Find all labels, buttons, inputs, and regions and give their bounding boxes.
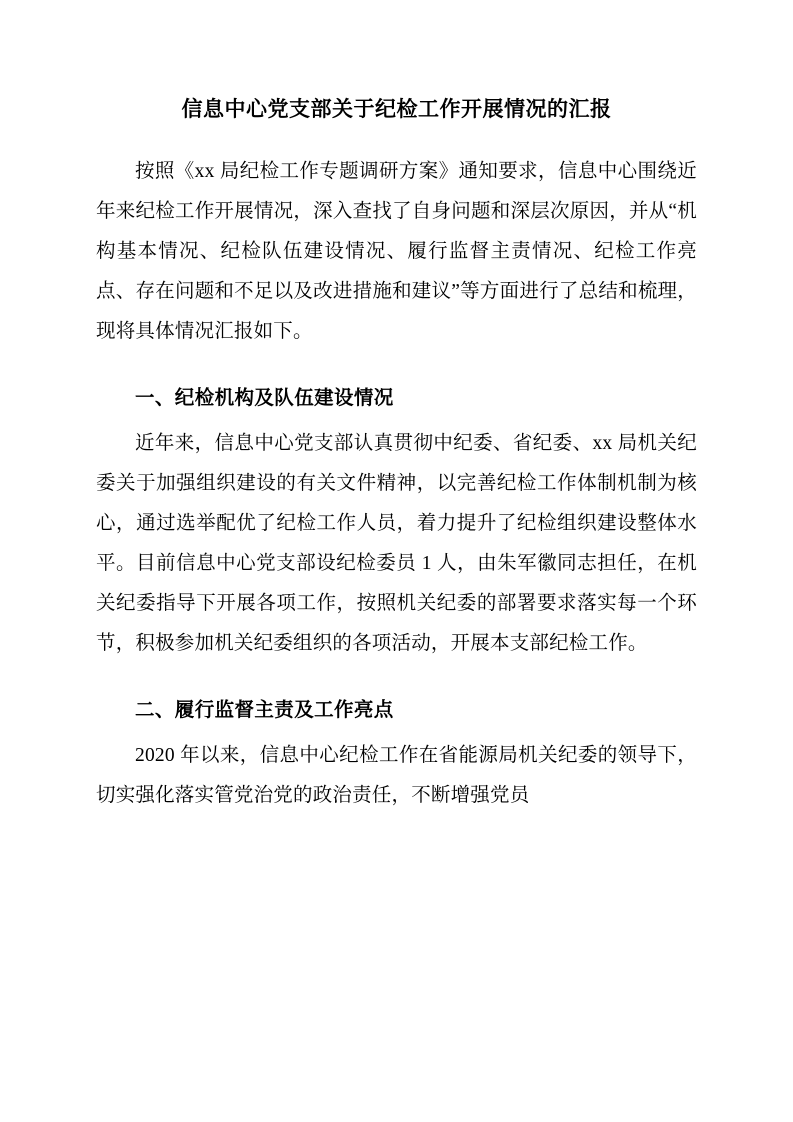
paragraph-section-two-body: 2020 年以来，信息中心纪检工作在省能源局机关纪委的领导下，切实强化落实管党治党的政治责任，不断增强党员 [96,745,697,806]
spacer [96,666,697,676]
section-heading-two: 二、履行监督主责及工作亮点 [135,698,394,721]
paragraph-intro: 按照《xx 局纪检工作专题调研方案》通知要求，信息中心围绕近年来纪检工作开展情况，深入查找了自身问题和深层次原因，并从“机构基本情况、纪检队伍建设情况、履行监督主责情况、纪检工作亮点、存在问题和不足以及改进措施和建议”等方面进行了总结和梳理，现将具体情况汇报如下。 [96,161,697,342]
section-heading-one: 一、纪检机构及队伍建设情况 [135,386,394,409]
page-title: 信息中心党支部关于纪检工作开展情况的汇报 [181,97,612,121]
spacer [96,354,697,364]
paragraph-section-one-body: 近年来，信息中心党支部认真贯彻中纪委、省纪委、xx 局机关纪委关于加强组织建设的有关文件精神，以完善纪检工作体制机制为核心，通过选举配优了纪检工作人员，着力提升了纪检组织建设整体水平。目前信息中心党支部设纪检委员 1 人，由朱军徽同志担任，在机关纪委指导下开展各项工作，按照机关纪委的部署要求落实每一个环节，积极参加机关纪委组织的各项活动，开展本支部纪检工作。 [96,433,697,654]
